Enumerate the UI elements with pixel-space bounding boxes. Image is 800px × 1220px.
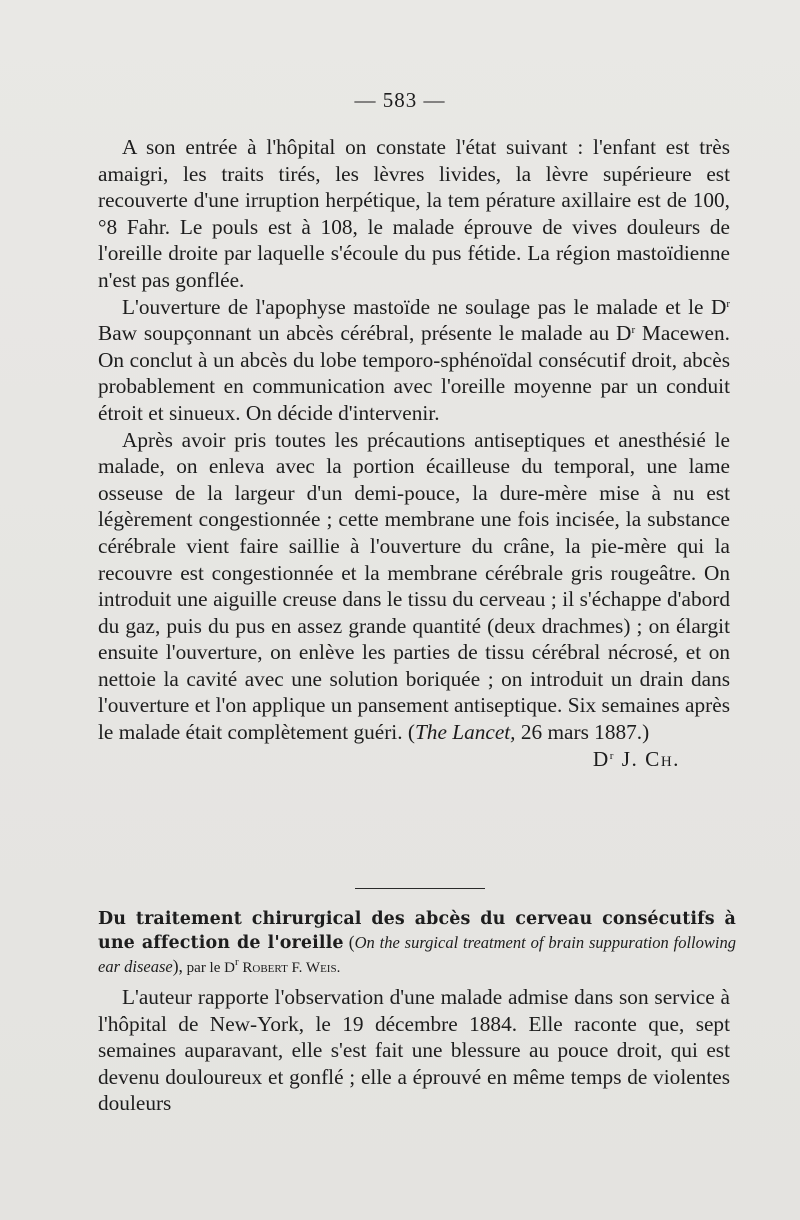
article-heading	[98, 907, 736, 980]
doctor-abbrev-sup: r	[726, 297, 730, 310]
article-title: Du traitement chirurgical des abcès du cerveau consécutifs à une affection de l'oreille	[98, 909, 736, 953]
open-paren: (	[343, 932, 355, 952]
byline-prefix: par le D	[182, 960, 235, 976]
doctor-abbrev-sup: r	[631, 324, 636, 337]
diagnosis-text-3: Macewen. On conclut à un abcès du lobe temporo-sphénoïdal consécutif droit, abcès probablement en communication avec l'oreille moyenne par un conduit étroit et sinueux. On décide d'intervenir.	[98, 321, 730, 425]
paragraph-operation	[98, 427, 730, 771]
close-paren: ),	[172, 956, 183, 976]
signature-name: J. Ch.	[614, 746, 680, 771]
article-text	[98, 984, 730, 1117]
source-date: 26 mars 1887.)	[515, 720, 650, 745]
operation-text: Après avoir pris toutes les précautions antiseptiques et anesthésié le malade, on enleva avec la portion écailleuse du temporal, une lame osseuse de la largeur d'un demi-pouce, la dure-mère mise à nu est légèrement congestionnée ; cette membrane une fois incisée, la substance cérébrale vient faire saillie à l'ouverture du crâne, la pie-mère qui la recouvre est congestionnée et la membrane cérébrale gris rougeâtre. On introduit une aiguille creuse dans le tissu du cerveau ; il s'échappe d'abord du gaz, puis du pus en assez grande quantité (deux drachmes) ; on élargit ensuite l'ouverture, on enlève les parties de tissu cérébral nécrosé, et on nettoie la cavité avec une solution boriquée ; on introduit un drain dans l'ouverture et l'on applique un pansement antiseptique. Six semaines après le malade était complètement guéri. (	[98, 427, 730, 745]
case-report-text	[98, 134, 730, 772]
byline-sup: r	[234, 956, 239, 968]
section-divider	[355, 888, 485, 889]
byline	[182, 956, 341, 976]
source-journal: The Lancet,	[414, 720, 516, 745]
author-signature	[569, 746, 680, 773]
signature-prefix: D	[592, 746, 610, 771]
byline-name: Robert F. Weis.	[238, 960, 341, 976]
signature-sup: r	[609, 749, 615, 762]
paragraph-diagnosis	[98, 294, 730, 427]
diagnosis-text-2: Baw soupçonnant un abcès cérébral, présente le malade au D	[98, 321, 632, 346]
paragraph-observation: L'auteur rapporte l'observation d'une malade admise dans son service à l'hôpital de New-York, le 19 décembre 1884. Elle raconte que, sept semaines auparavant, elle s'est fait une blessure au pouce droit, qui est devenu douloureux et gonflé ; elle a éprouvé en même temps de violentes douleurs	[98, 985, 730, 1116]
diagnosis-text-1: L'ouverture de l'apophyse mastoïde ne soulage pas le malade et le D	[122, 294, 727, 319]
english-title: On the surgical treatment of brain suppuration following ear disease	[98, 933, 736, 976]
page-number: — 583 —	[354, 88, 446, 112]
paragraph-admission: A son entrée à l'hôpital on constate l'état suivant : l'enfant est très amaigri, les traits tirés, les lèvres livides, la lèvre supérieure est recouverte d'une irruption herpétique, la tem pérature axillaire est de 100,°8 Fahr. Le pouls est à 108, le malade éprouve de vives douleurs de l'oreille droite par laquelle s'écoule du pus fétide. La région mastoïdienne n'est pas gonflée.	[98, 135, 730, 292]
